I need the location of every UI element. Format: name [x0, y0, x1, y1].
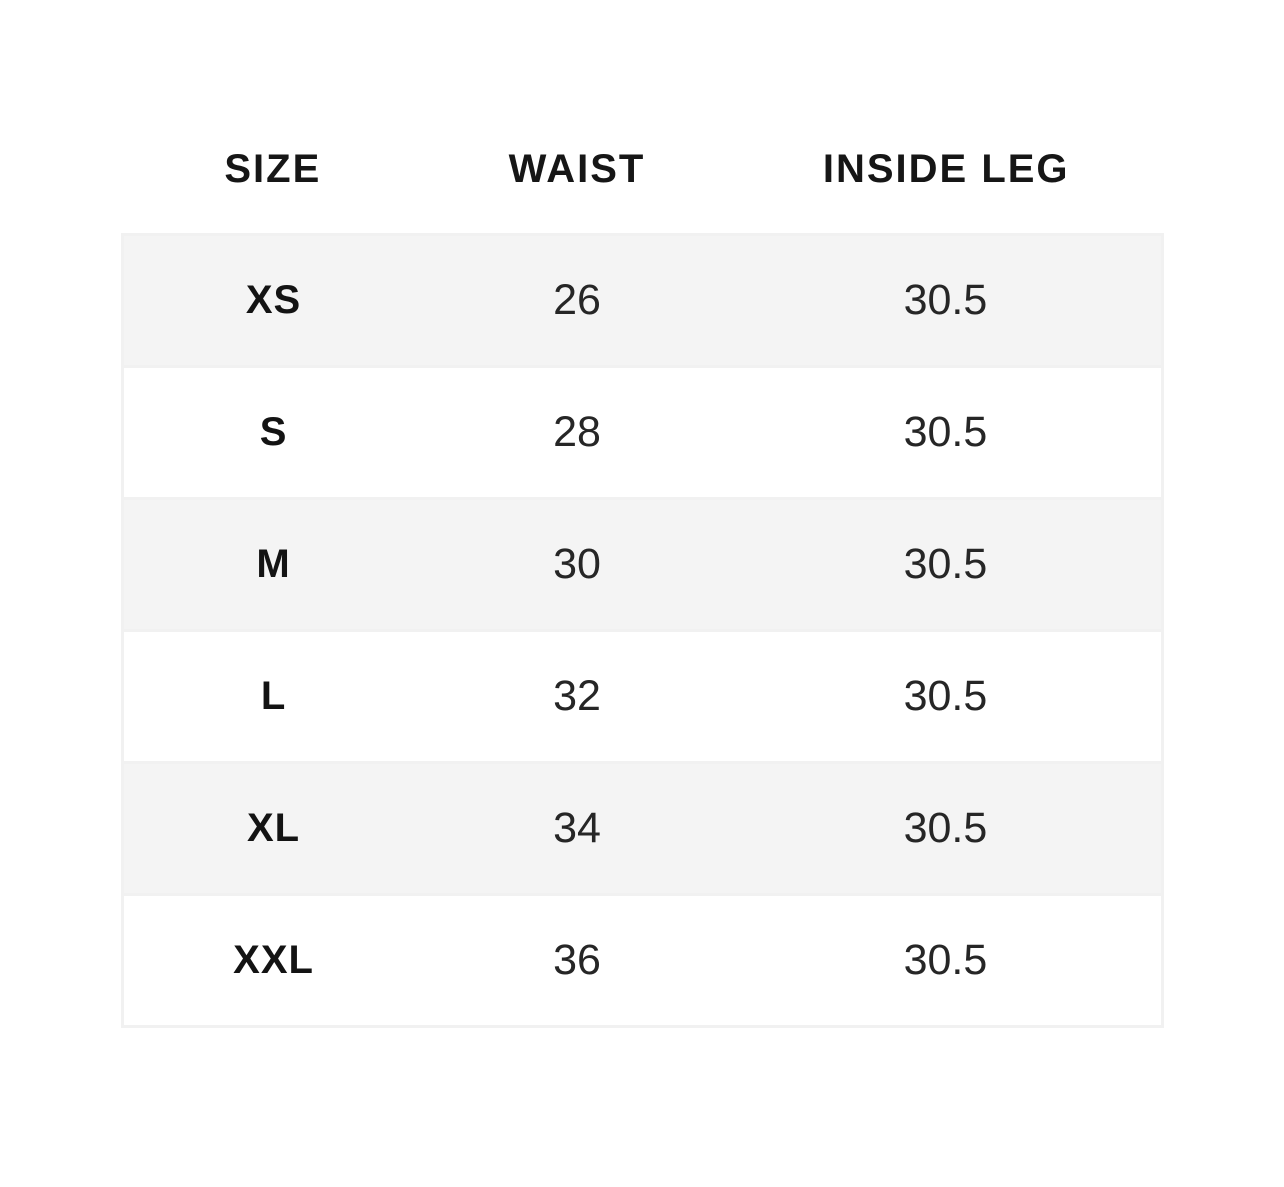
inside-leg-value: 30.5 [903, 804, 988, 852]
size-label: S [259, 410, 288, 454]
table-row-xs [122, 235, 1162, 367]
waist-value: 26 [553, 276, 601, 324]
waist-value: 34 [553, 804, 601, 852]
column-header-inside-leg: INSIDE LEG [822, 147, 1070, 191]
column-header-waist: WAIST [508, 147, 646, 191]
size-label: XS [245, 278, 302, 322]
size-label: L [260, 674, 287, 718]
waist-value: 32 [553, 672, 601, 720]
size-label: XXL [233, 938, 314, 982]
inside-leg-value: 30.5 [903, 936, 988, 984]
size-chart-header [122, 146, 1162, 235]
table-row-s [122, 367, 1162, 499]
size-chart-table [121, 146, 1164, 1028]
waist-value: 30 [553, 540, 601, 588]
inside-leg-value: 30.5 [903, 408, 988, 456]
column-header-size: SIZE [224, 147, 322, 191]
waist-value: 28 [553, 408, 601, 456]
table-row-xl [122, 763, 1162, 895]
table-row-xxl [122, 895, 1162, 1027]
size-chart-body [122, 235, 1162, 1027]
size-label: XL [246, 806, 301, 850]
table-row-m [122, 499, 1162, 631]
table-row-l [122, 631, 1162, 763]
waist-value: 36 [553, 936, 601, 984]
header-row [122, 146, 1162, 235]
inside-leg-value: 30.5 [903, 276, 988, 324]
size-chart-section [121, 0, 1164, 1028]
inside-leg-value: 30.5 [903, 540, 988, 588]
size-label: M [256, 542, 291, 586]
inside-leg-value: 30.5 [903, 672, 988, 720]
